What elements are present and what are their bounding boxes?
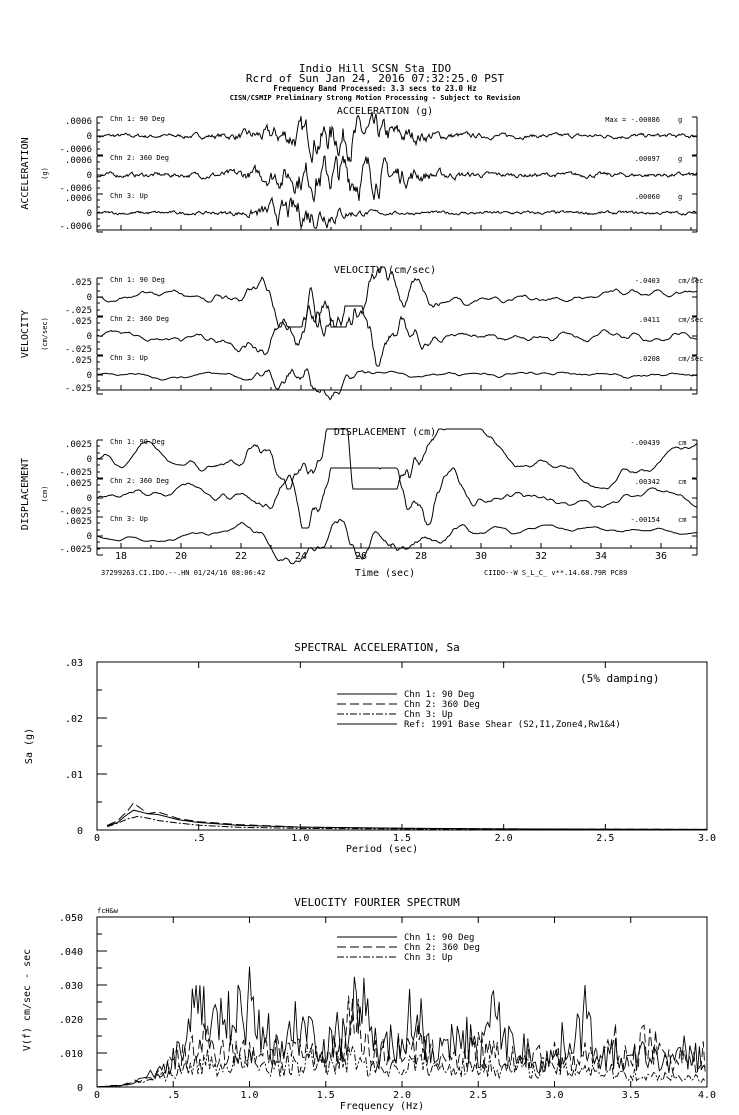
- channel-ytick-label: 0: [86, 532, 92, 542]
- channel-name: Chn 2: 360 Deg: [110, 154, 170, 162]
- channel-ytick-label: -.0006: [59, 222, 92, 232]
- channel-units: cm/sec: [678, 316, 704, 324]
- sa-series-line: [107, 810, 707, 829]
- time-tick-label: 18: [114, 551, 128, 562]
- sa-ylabel: Sa (g): [24, 727, 35, 765]
- fourier-xtick-label: .5: [167, 1090, 180, 1101]
- channel-peak: -.0403: [634, 277, 660, 285]
- channel-units: cm/sec: [678, 355, 704, 363]
- channel-ytick-label: -.0025: [59, 468, 92, 478]
- channel-ytick-label: .0025: [64, 440, 92, 450]
- channel-ytick-label: -.0006: [59, 184, 92, 194]
- fourier-xtick-label: 1.0: [240, 1090, 259, 1101]
- channel-ytick-label: -.0025: [59, 507, 92, 517]
- channel-ytick-label: .0006: [64, 194, 92, 204]
- sa-xtick-label: .5: [192, 833, 205, 844]
- sa-damping-note: (5% damping): [580, 672, 660, 685]
- fourier-xtick-label: 3.0: [545, 1090, 564, 1101]
- channel-name: Chn 2: 360 Deg: [110, 315, 170, 323]
- channel-name: Chn 3: Up: [110, 354, 148, 362]
- fourier-ytick-label: .010: [58, 1049, 83, 1060]
- channel-peak: .00097: [634, 155, 660, 163]
- sa-frame: [97, 662, 707, 830]
- sa-series-line: [107, 816, 707, 829]
- fourier-xtick-label: 2.5: [469, 1090, 488, 1101]
- sa-legend-label: Ref: 1991 Base Shear (S2,I1,Zone4,Rw1&4): [404, 720, 621, 730]
- channel-peak: .00060: [634, 193, 660, 201]
- waveform-trace: [97, 267, 697, 327]
- fourier-xtick-label: 4.0: [697, 1090, 717, 1101]
- fourier-series-line: [97, 967, 705, 1087]
- channel-ytick-label: .025: [70, 278, 92, 288]
- time-tick-label: 22: [234, 551, 248, 562]
- sa-ytick-label: .02: [64, 714, 83, 725]
- channel-units: g: [678, 116, 683, 124]
- channel-ytick-label: -.0006: [59, 145, 92, 155]
- sa-xtick-label: 1.0: [291, 833, 310, 844]
- fourier-ytick-label: .020: [58, 1015, 83, 1026]
- channel-units: g: [678, 193, 683, 201]
- channel-name: Chn 2: 360 Deg: [110, 477, 170, 485]
- channel-peak: .00342: [634, 478, 660, 486]
- fourier-ytick-label: .050: [58, 913, 83, 924]
- channel-ytick-label: -.025: [64, 306, 92, 316]
- time-tick-label: 36: [654, 551, 668, 562]
- sa-xtick-label: 0: [93, 833, 101, 844]
- fourier-legend-label: Chn 1: 90 Deg: [404, 933, 475, 943]
- fourier-ytick-label: 0: [76, 1083, 83, 1094]
- sa-xtick-label: 2.0: [494, 833, 513, 844]
- panel-title: VELOCITY (cm/sec): [333, 265, 437, 276]
- footer-right: CIIDO--W S_L_C_ v**.14.68.79R PC89: [484, 569, 628, 577]
- time-tick-label: 34: [594, 551, 608, 562]
- time-axis-label: Time (sec): [354, 568, 416, 579]
- channel-ytick-label: -.0025: [59, 545, 92, 555]
- sa-legend-label: Chn 2: 360 Deg: [404, 700, 480, 710]
- channel-units: cm/sec: [678, 277, 704, 285]
- panel-ylabel: VELOCITY: [20, 309, 31, 359]
- channel-ytick-label: 0: [86, 371, 92, 381]
- channel-ytick-label: .0006: [64, 156, 92, 166]
- sa-ytick-label: .01: [64, 770, 83, 781]
- panel-ylabel: DISPLACEMENT: [20, 457, 31, 531]
- time-tick-label: 24: [294, 551, 308, 562]
- footer-left: 37299263.CI.IDO.--.HN 01/24/16 08:06:42: [101, 569, 266, 577]
- channel-name: Chn 1: 90 Deg: [110, 438, 165, 446]
- waveform-trace: [97, 468, 697, 528]
- sa-title: SPECTRAL ACCELERATION, Sa: [294, 641, 460, 654]
- channel-ytick-label: .025: [70, 356, 92, 366]
- channel-ytick-label: .0025: [64, 479, 92, 489]
- channel-peak: Max = -.00086: [605, 116, 660, 124]
- fourier-xtick-label: 0: [93, 1090, 101, 1101]
- fourier-ylabel: V(f) cm/sec - sec: [22, 948, 33, 1052]
- channel-ytick-label: 0: [86, 209, 92, 219]
- waveform-trace: [97, 429, 697, 489]
- fourier-xtick-label: 1.5: [316, 1090, 335, 1101]
- channel-ytick-label: 0: [86, 293, 92, 303]
- channel-name: Chn 1: 90 Deg: [110, 276, 165, 284]
- fourier-title: VELOCITY FOURIER SPECTRUM: [294, 896, 460, 909]
- channel-name: Chn 3: Up: [110, 192, 148, 200]
- channel-peak: .0208: [638, 355, 660, 363]
- time-tick-label: 20: [174, 551, 188, 562]
- panel-title: DISPLACEMENT (cm): [333, 427, 437, 438]
- fourier-xtick-label: 2.0: [392, 1090, 412, 1101]
- channel-ytick-label: 0: [86, 332, 92, 342]
- panel-yunits: (g): [41, 167, 49, 180]
- band-text: Frequency Band Processed: 3.3 secs to 23.0 Hz: [273, 84, 477, 93]
- channel-ytick-label: -.025: [64, 345, 92, 355]
- fourier-legend-label: Chn 3: Up: [404, 953, 453, 963]
- channel-ytick-label: .0025: [64, 517, 92, 527]
- waveform-trace: [97, 198, 697, 229]
- sa-ytick-label: .03: [64, 658, 83, 669]
- panel-yunits: (cm): [41, 485, 49, 503]
- fourier-ytick-label: .030: [58, 981, 83, 992]
- panel-title: ACCELERATION (g): [336, 106, 434, 117]
- time-tick-label: 30: [474, 551, 488, 562]
- fourier-legend-label: Chn 2: 360 Deg: [404, 943, 480, 953]
- sa-ytick-label: 0: [76, 826, 83, 837]
- sa-xtick-label: 3.0: [697, 833, 717, 844]
- time-tick-label: 28: [414, 551, 428, 562]
- channel-ytick-label: 0: [86, 171, 92, 181]
- panel-ylabel: ACCELERATION: [20, 137, 31, 210]
- fourier-xtick-label: 3.5: [621, 1090, 640, 1101]
- channel-ytick-label: .025: [70, 317, 92, 327]
- channel-ytick-label: .0006: [64, 117, 92, 127]
- channel-units: cm: [678, 478, 687, 486]
- fourier-xlabel: Frequency (Hz): [339, 1101, 425, 1112]
- waveform-trace: [97, 306, 697, 366]
- fourier-ytick-label: .040: [58, 947, 83, 958]
- panel-yunits: (cm/sec): [41, 317, 49, 351]
- sa-legend-label: Chn 3: Up: [404, 710, 453, 720]
- sa-xtick-label: 2.5: [596, 833, 615, 844]
- channel-peak: .0411: [638, 316, 660, 324]
- waveform-trace: [97, 156, 697, 201]
- channel-units: cm: [678, 439, 687, 447]
- time-tick-label: 26: [354, 551, 368, 562]
- channel-ytick-label: 0: [86, 132, 92, 142]
- channel-name: Chn 1: 90 Deg: [110, 115, 165, 123]
- channel-units: g: [678, 155, 683, 163]
- waveform-trace: [97, 369, 697, 400]
- channel-peak: -.00154: [630, 516, 660, 524]
- fourier-corner-label: fcH&w: [97, 907, 119, 915]
- record-title: Rcrd of Sun Jan 24, 2016 07:32:25.0 PST: [245, 72, 505, 85]
- sa-legend-label: Chn 1: 90 Deg: [404, 690, 475, 700]
- sa-xlabel: Period (sec): [345, 844, 419, 855]
- time-tick-label: 32: [534, 551, 548, 562]
- channel-units: cm: [678, 516, 687, 524]
- channel-peak: -.00439: [630, 439, 660, 447]
- channel-ytick-label: -.025: [64, 384, 92, 394]
- station-title: Indio Hill SCSN Sta IDO: [298, 62, 452, 75]
- channel-ytick-label: 0: [86, 494, 92, 504]
- channel-name: Chn 3: Up: [110, 515, 148, 523]
- channel-ytick-label: 0: [86, 455, 92, 465]
- sa-xtick-label: 1.5: [392, 833, 412, 844]
- notice-text: CISN/CSMIP Preliminary Strong Motion Processing - Subject to Revision: [229, 94, 521, 102]
